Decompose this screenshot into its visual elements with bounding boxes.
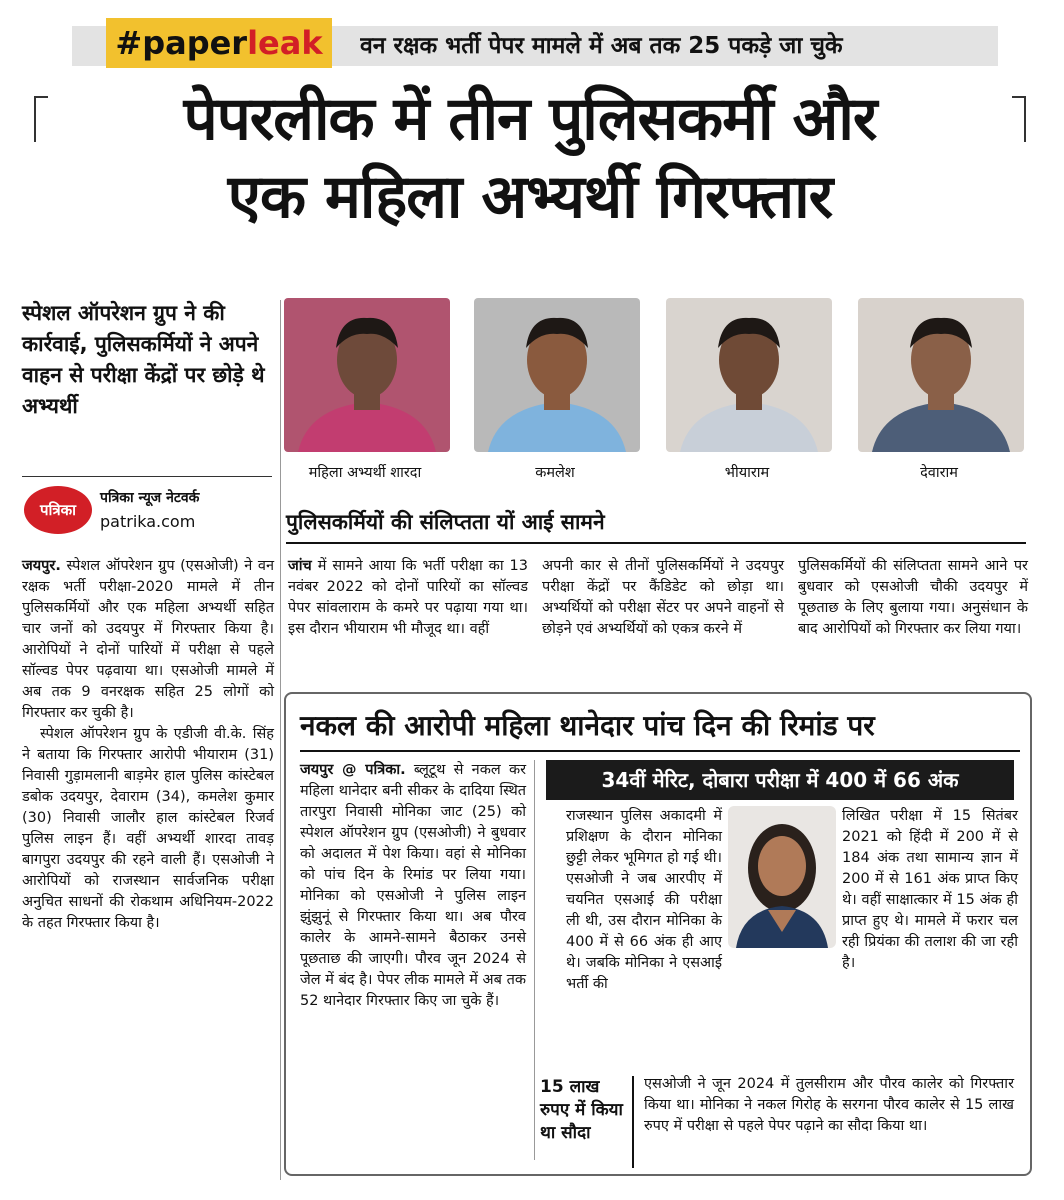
byline-site: patrika.com	[100, 512, 196, 531]
deck-divider	[22, 476, 272, 477]
monika-photo	[728, 806, 836, 948]
remand-column-1	[300, 760, 526, 1012]
byline-network: पत्रिका न्यूज नेटवर्क	[100, 490, 200, 506]
headline-line-1: पेपरलीक में तीन पुलिसकर्मी और	[183, 84, 877, 154]
paperleak-tag	[106, 18, 332, 68]
involvement-text-1: में सामने आया कि भर्ती परीक्षा का 13 नवंबर 2022 को दोनों पारियों का सॉल्वड पेपर सांवलाराम के कमरे पर पढ़ाया गया था। इस दौरान भीयाराम भी मौजूद था। वहीं	[288, 558, 529, 637]
tag-word: leak	[247, 24, 323, 62]
involvement-text-3: पुलिसकर्मियों की संलिप्तता सामने आने पर बुधवार को एसओजी चौकी उदयपुर में पूछताछ के लिए बुलाया गया। अनुसंधान के बाद आरोपियों को गिरफ्तार कर लिया गया।	[798, 558, 1028, 637]
dateline: जयपुर.	[22, 558, 61, 574]
deal-divider	[632, 1076, 634, 1168]
deal-side-label: 15 लाख रुपए में किया था सौदा	[540, 1077, 623, 1143]
involvement-column-2	[542, 556, 784, 640]
headline-line-2: एक महिला अभ्यर्थी गिरफ्तार	[227, 162, 833, 232]
photo-kamlesh	[474, 298, 640, 452]
remand-text-3: लिखित परीक्षा में 15 सितंबर 2021 को हिंदी में 200 में से 184 अंक तथा सामान्य ज्ञान में 200 में से 161 अंक प्राप्त किए थे। वहीं साक्षात्कार में 15 अंक ही प्राप्त हुए थे। मामले में फरार चल रही प्रियंका की तलाश की जा रही है।	[842, 808, 1018, 971]
involvement-subhead: पुलिसकर्मियों की संलिप्तता यों आई सामने	[286, 510, 605, 534]
kicker-text: वन रक्षक भर्ती पेपर मामले में अब तक 25 पकड़े जा चुके	[360, 33, 843, 59]
remand-headline: नकल की आरोपी महिला थानेदार पांच दिन की रिमांड पर	[300, 702, 1020, 752]
patrika-logo: पत्रिका	[24, 486, 92, 534]
involvement-text-2: अपनी कार से तीनों पुलिसकर्मियों ने उदयपुर परीक्षा केंद्रों पर कैंडिडेट को छोड़ा था। अभ्यर्थियों को परीक्षा सेंटर पर अपने वाहनों से छोड़ने एवं अभ्यर्थियों को एकत्र करने में	[542, 558, 784, 637]
tag-hash: #paper	[115, 24, 248, 62]
column-divider	[280, 300, 281, 1180]
remand-column-2a	[566, 806, 722, 995]
remand-text-2: राजस्थान पुलिस अकादमी में प्रशिक्षण के दौरान मोनिका छुट्टी लेकर भूमिगत हो गई थी। एसओजी ने जब आरपीए में चयनित एसआई की परीक्षा ली थी, उस दौरान मोनिका के 400 में से 66 अंक ही आए थे। जबकि मोनिका ने एसआई भर्ती की	[566, 808, 722, 992]
involvement-column-3	[798, 556, 1028, 640]
photo-caption-bhiyaram: भीयाराम	[724, 465, 770, 481]
monika-portrait-image	[728, 806, 836, 948]
photo-caption-sharda: महिला अभ्यर्थी शारदा	[308, 465, 422, 481]
left-story-column	[22, 556, 274, 934]
photo-caption-devaram: देवाराम	[920, 465, 958, 481]
main-headline	[40, 80, 1020, 236]
remand-text-1: ब्लूटूथ से नकल कर महिला थानेदार बनी सीकर के दादिया स्थित तारपुरा निवासी मोनिका जाट (25) को स्पेशल ऑपरेशन ग्रुप (एसओजी) ने बुधवार को अदालत में पेश किया। वहां से मोनिका को पांच दिन के रिमांड पर लिया गया। मोनिका को एसओजी ने पुलिस लाइन झुंझुनूं से गिरफ्तार किया था। अब पौरव कालेर के आमने-सामने बैठाकर उनसे पूछताछ की जाएगी। पौरव जून 2024 से जेल में बंद है। पेपर लीक मामले में अब तक 52 थानेदार गिरफ्तार किए जा चुके हैं।	[300, 762, 527, 1009]
remand-column-3	[842, 806, 1018, 974]
photo-bhiyaram	[666, 298, 832, 452]
involvement-column-1	[288, 556, 528, 640]
photo-sharda	[284, 298, 450, 452]
remand-dateline: जयपुर @ पत्रिका.	[300, 762, 406, 778]
merit-banner: 34वीं मेरिट, दोबारा परीक्षा में 400 में 66 अंक	[546, 760, 1014, 800]
photo-caption-kamlesh: कमलेश	[535, 465, 575, 481]
box-divider	[534, 760, 535, 1160]
involvement-lead: जांच	[288, 558, 312, 574]
deck-text: स्पेशल ऑपरेशन ग्रुप ने की कार्रवाई, पुलिसकर्मियों ने अपने वाहन से परीक्षा केंद्रों पर छोड़े थे अभ्यर्थी	[22, 301, 265, 418]
involvement-rule	[286, 542, 1026, 544]
deal-text: एसओजी ने जून 2024 में तुलसीराम और पौरव कालेर को गिरफ्तार किया था। मोनिका ने नकल गिरोह के सरगना पौरव कालेर से 15 लाख रुपए में परीक्षा से पहले पेपर पढ़ाने का सौदा किया था।	[644, 1076, 1014, 1134]
left-paragraph-1: स्पेशल ऑपरेशन ग्रुप (एसओजी) ने वन रक्षक भर्ती परीक्षा-2020 मामले में तीन पुलिसकर्मियों और एक महिला अभ्यर्थी सहित चार जनों को उदयपुर में गिरफ्तार किया है। आरोपियों ने दोनों पारियों में परीक्षा से पहले सॉल्वड पेपर पढ़वाया था। एसओजी मामले में अब तक 9 वनरक्षक सहित 25 लोगों को गिरफ्तार कर चुकी है।	[22, 558, 275, 721]
left-paragraph-2: स्पेशल ऑपरेशन ग्रुप के एडीजी वी.के. सिंह ने बताया कि गिरफ्तार आरोपी भीयाराम (31) निवासी गुड़ामलानी बाड़मेर हाल पुलिस कांस्टेबल डबोक उदयपुर, देवाराम (34), कमलेश कुमार (30) निवासी जालौर हाल कांस्टेबल रिजर्व पुलिस लाइन हैं। वहीं अभ्यर्थी शारदा तावड़ बागपुरा उदयपुर की रहने वाली हैं। एसओजी ने आरोपियों को राजस्थान सार्वजनिक परीक्षा अनुचित साधनों की रोकथाम अधिनियम-2022 के तहत गिरफ्तार किया है।	[22, 726, 274, 931]
photo-devaram	[858, 298, 1024, 452]
